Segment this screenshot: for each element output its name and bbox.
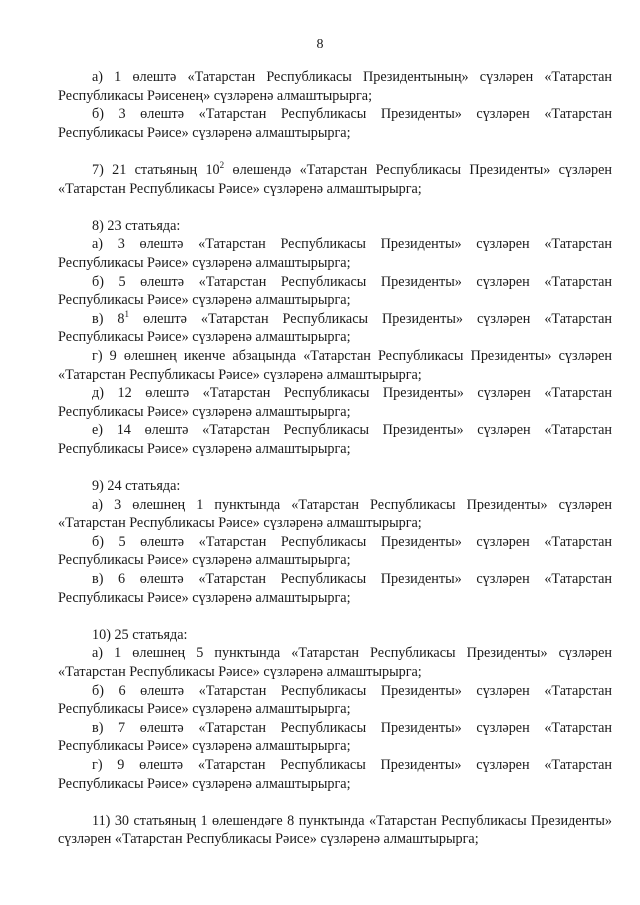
paragraph (58, 310, 612, 347)
paragraph-text: в) 8 (92, 310, 125, 327)
paragraph: 9) 24 статьяда: (92, 478, 181, 495)
paragraph: а) 1 өлешнең 5 пунктында «Татарстан Республикасы Президенты» сүзләрен «Татарстан Республикасы Рәисе» сүзләренә алмаштырырга; (58, 645, 612, 680)
paragraph: 10) 25 статьяда: (92, 626, 188, 643)
paragraph-text: өлешендә «Татарстан Республикасы Президенты» сүзләрен «Татарстан Республикасы Рәисе» сүзләренә алмаштырырга; (58, 161, 612, 197)
paragraph: г) 9 өлешнең икенче абзацында «Татарстан Республикасы Президенты» сүзләрен «Татарстан Республикасы Рәисе» сүзләренә алмаштырырга; (58, 347, 612, 383)
paragraph-spacer (58, 198, 612, 217)
paragraph-spacer (58, 142, 612, 161)
paragraph: а) 3 өлештә «Татарстан Республикасы Президенты» сүзләрен «Татарстан Республикасы Рәисе» сүзләренә алмаштырырга; (58, 236, 612, 271)
superscript-number: 2 (219, 159, 225, 170)
paragraph: в) 6 өлештә «Татарстан Республикасы Президенты» сүзләрен «Татарстан Республикасы Рәисе» сүзләренә алмаштырырга; (58, 571, 612, 606)
paragraph-spacer (58, 607, 612, 626)
paragraph-text: 7) 21 статьяның 10 (92, 161, 220, 178)
paragraph-spacer (58, 793, 612, 812)
page-number: 8 (316, 37, 324, 52)
paragraph-text: өлештә «Татарстан Республикасы Президенты» сүзләрен «Татарстан Республикасы Рәисе» сүзләренә алмаштырырга; (58, 310, 612, 346)
paragraph: 11) 30 статьяның 1 өлешендәге 8 пунктында «Татарстан Республикасы Президенты» сүзләрен «Татарстан Республикасы Рәисе» сүзләренә алмаштырырга; (58, 812, 612, 848)
paragraph: г) 9 өлештә «Татарстан Республикасы Президенты» сүзләрен «Татарстан Республикасы Рәисе» сүзләренә алмаштырырга; (58, 756, 612, 792)
paragraph-spacer (58, 458, 612, 477)
paragraph: а) 1 өлештә «Татарстан Республикасы Президентының» сүзләрен «Татарстан Республикасы Рәисенең» сүзләренә алмаштырырга; (58, 69, 612, 104)
paragraph: 8) 23 статьяда: (92, 217, 181, 234)
document-body (58, 68, 612, 849)
paragraph (58, 161, 612, 198)
paragraph: е) 14 өлештә «Татарстан Республикасы Президенты» сүзләрен «Татарстан Республикасы Рәисе» сүзләренә алмаштырырга; (58, 422, 612, 457)
paragraph: б) 5 өлештә «Татарстан Республикасы Президенты» сүзләрен «Татарстан Республикасы Рәисе» сүзләренә алмаштырырга; (58, 273, 612, 309)
paragraph: б) 5 өлештә «Татарстан Республикасы Президенты» сүзләрен «Татарстан Республикасы Рәисе» сүзләренә алмаштырырга; (58, 533, 612, 569)
paragraph: д) 12 өлештә «Татарстан Республикасы Президенты» сүзләрен «Татарстан Республикасы Рәисе» сүзләренә алмаштырырга; (58, 385, 612, 420)
paragraph: б) 3 өлештә «Татарстан Республикасы Президенты» сүзләрен «Татарстан Республикасы Рәисе» сүзләренә алмаштырырга; (58, 106, 612, 141)
paragraph: б) 6 өлештә «Татарстан Республикасы Президенты» сүзләрен «Татарстан Республикасы Рәисе» сүзләренә алмаштырырга; (58, 682, 612, 718)
superscript-number: 1 (124, 308, 130, 319)
paragraph: в) 7 өлештә «Татарстан Республикасы Президенты» сүзләрен «Татарстан Республикасы Рәисе» сүзләренә алмаштырырга; (58, 719, 612, 755)
paragraph: а) 3 өлешнең 1 пунктында «Татарстан Республикасы Президенты» сүзләрен «Татарстан Республикасы Рәисе» сүзләренә алмаштырырга; (58, 496, 612, 532)
